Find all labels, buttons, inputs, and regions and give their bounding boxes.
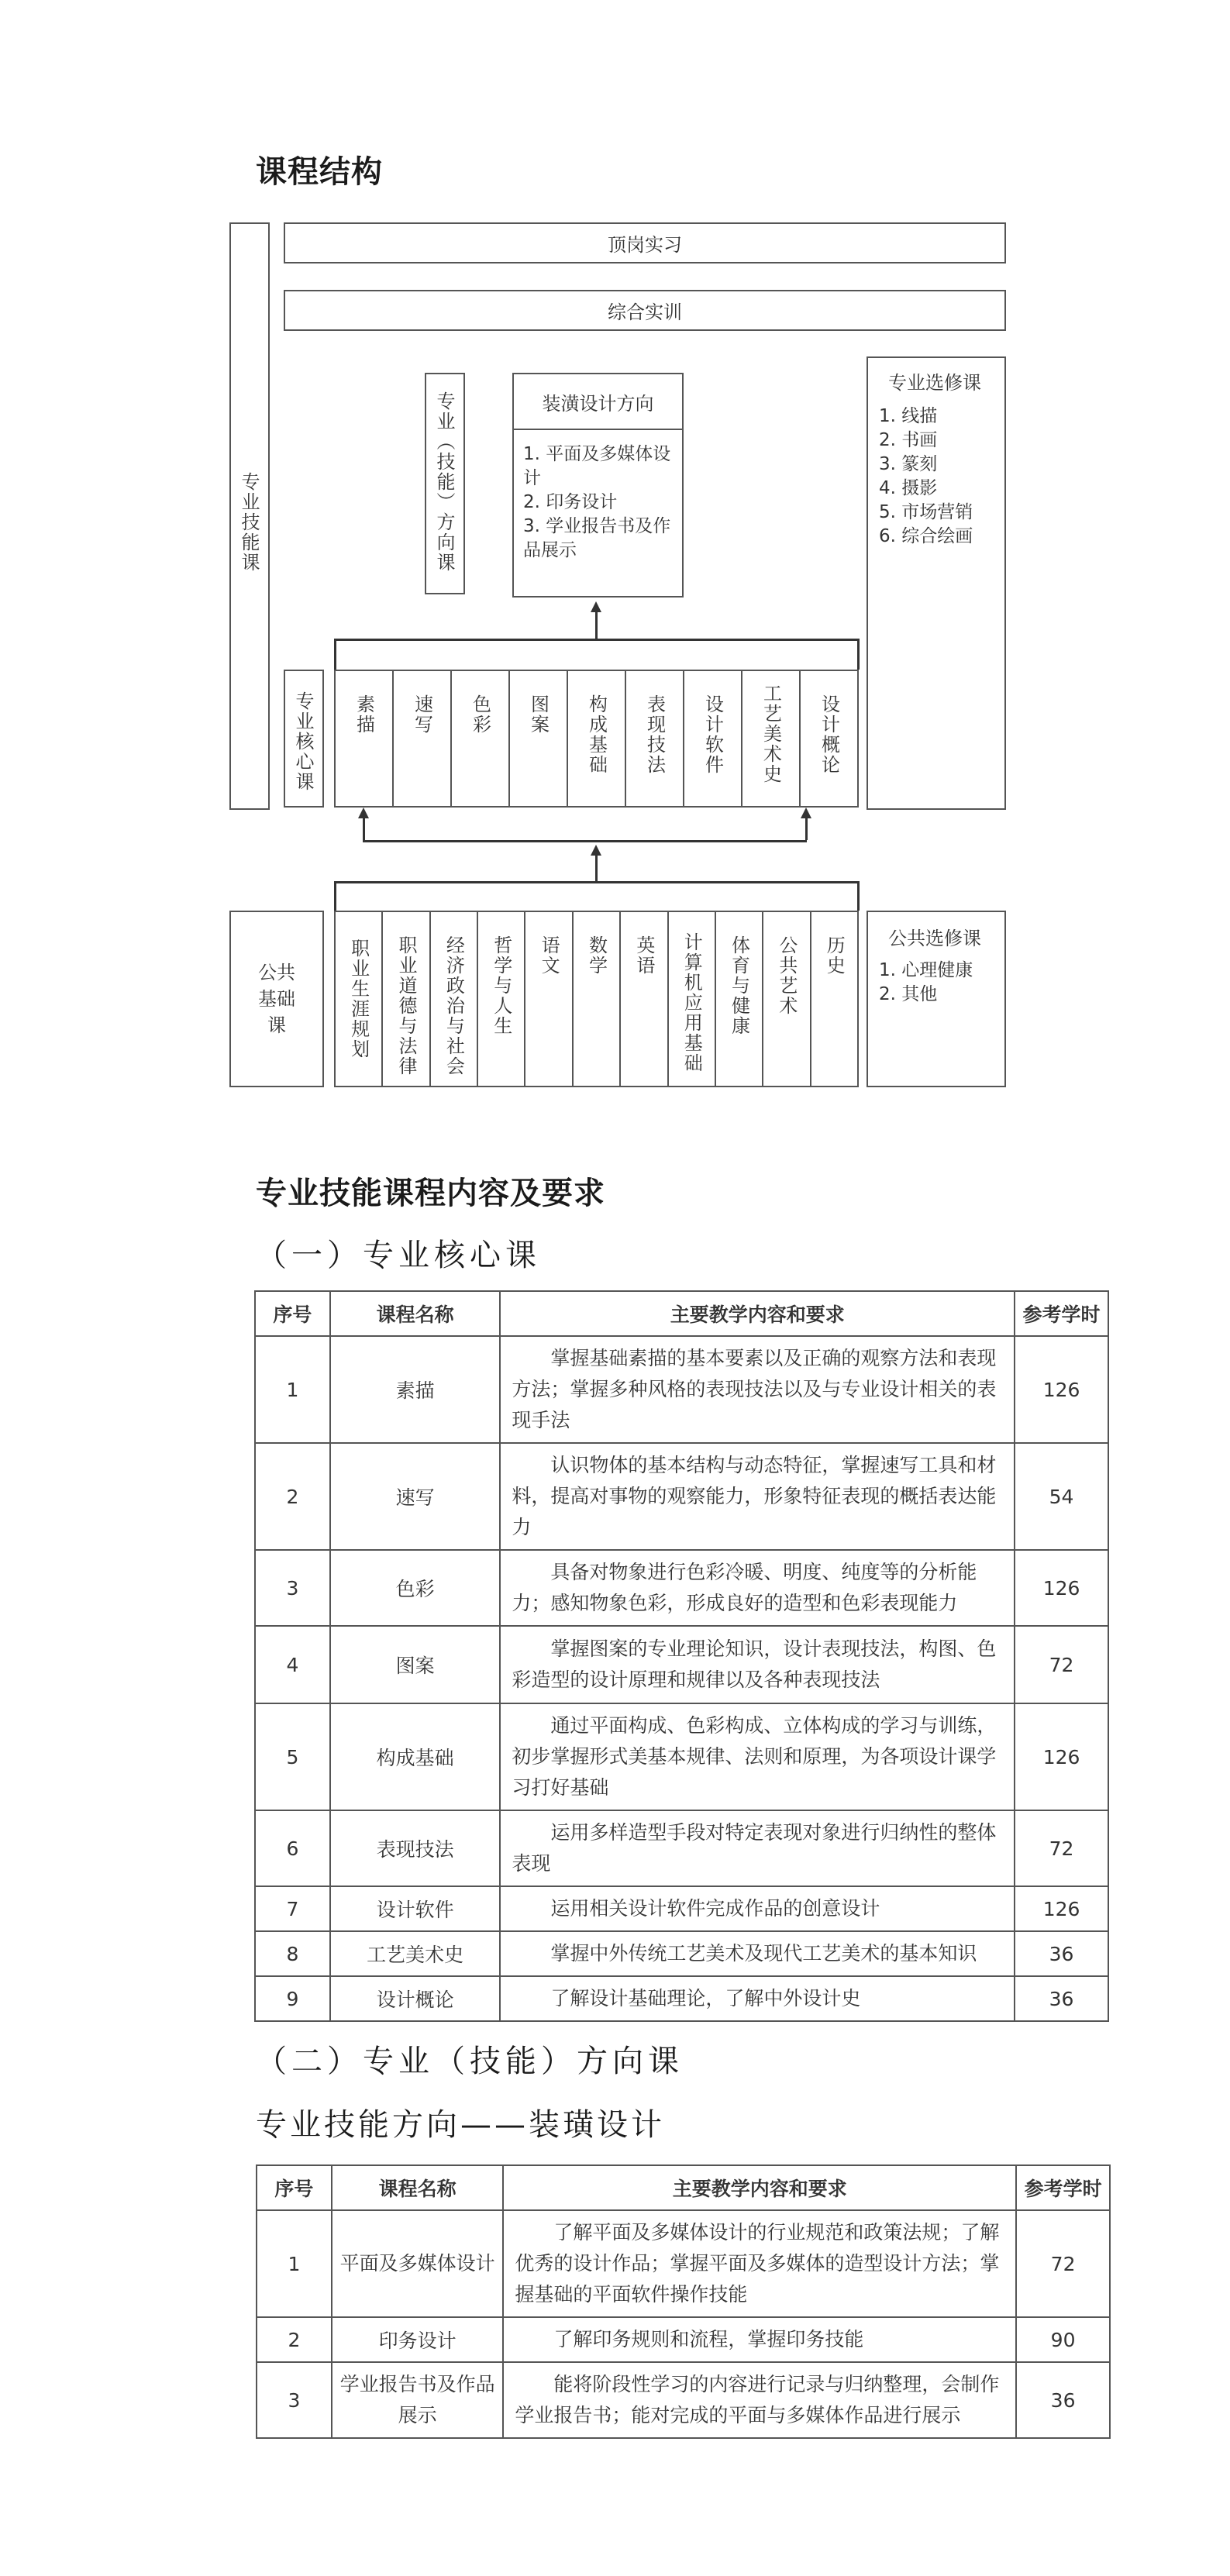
cell-name: 色彩 (330, 1550, 501, 1626)
course-structure-title: 课程结构 (256, 154, 383, 190)
elective-items (879, 405, 973, 549)
direction-label: 专业（技能）方向课 (433, 391, 455, 573)
core-course-table (254, 1290, 1109, 2022)
cell-hours: 72 (1015, 1810, 1108, 1886)
table-row (255, 1443, 1108, 1550)
desc-text: 能将阶段性学习的内容进行记录与归纳整理，会制作学业报告书；能对完成的平面与多媒体作品进行展示 (515, 2373, 1000, 2426)
core-course-cell (568, 671, 626, 806)
direction-items (523, 443, 678, 563)
desc-text: 掌握图案的专业理论知识，设计表现技法，构图、色彩造型的设计原理和规律以及各种表现技法 (512, 1638, 997, 1691)
core-courses-heading: （一）专业核心课 (256, 1238, 541, 1273)
public-course-label: 语文 (538, 935, 560, 976)
public-label-box (229, 911, 324, 1087)
public-course-label: 职业道德与法律 (395, 935, 418, 1076)
public-elective-items (879, 959, 973, 1007)
public-course-cell (811, 912, 857, 1086)
cell-no: 6 (255, 1810, 330, 1886)
table-row (255, 1550, 1108, 1626)
cell-hours: 126 (1015, 1550, 1108, 1626)
cell-name: 工艺美术史 (330, 1931, 501, 1976)
cell-name: 图案 (330, 1626, 501, 1703)
table-row (255, 1336, 1108, 1443)
cell-desc (500, 1443, 1015, 1550)
cell-name: 设计软件 (330, 1886, 501, 1931)
direction-name-heading: 专业技能方向——装璜设计 (256, 2107, 665, 2143)
cell-name: 学业报告书及作品展示 (332, 2362, 504, 2438)
elective-item: 3. 篆刻 (879, 454, 938, 474)
direction-course-table (256, 2164, 1111, 2439)
public-course-label: 历史 (823, 935, 846, 976)
desc-text: 了解印务规则和流程，掌握印务技能 (553, 2328, 864, 2350)
connector-line (595, 856, 598, 882)
cell-name: 表现技法 (330, 1810, 501, 1886)
cell-no: 9 (255, 1976, 330, 2021)
table-row (257, 2317, 1110, 2362)
core-course-cell (626, 671, 684, 806)
desc-text: 掌握中外传统工艺美术及现代工艺美术的基本知识 (550, 1942, 977, 1965)
cell-desc (500, 1810, 1015, 1886)
cell-desc (500, 1976, 1015, 2021)
elective-title: 专业选修课 (888, 372, 981, 394)
cell-no: 2 (255, 1443, 330, 1550)
core-course-cell (684, 671, 742, 806)
core-course-cell (510, 671, 568, 806)
public-course-cell (621, 912, 668, 1086)
elective-item: 4. 摄影 (879, 478, 938, 498)
table-row (257, 2362, 1110, 2438)
core-label-box (284, 670, 324, 808)
direction-item: 1. 平面及多媒体设计 (523, 444, 671, 488)
desc-text: 运用多样造型手段对特定表现对象进行归纳性的整体表现 (512, 1821, 997, 1875)
core-course-label: 速写 (411, 694, 433, 735)
desc-text: 掌握基础素描的基本要素以及正确的观察方法和表现方法；掌握多种风格的表现技法以及与专业设计相关的表现手法 (512, 1347, 997, 1431)
public-elective-item: 1. 心理健康 (879, 960, 973, 980)
cell-hours: 36 (1015, 1976, 1108, 2021)
elective-item: 6. 综合绘画 (879, 526, 973, 546)
table-header-row (257, 2165, 1110, 2210)
cell-no: 7 (255, 1886, 330, 1931)
skills-content-title: 专业技能课程内容及要求 (256, 1176, 605, 1211)
cell-name: 平面及多媒体设计 (332, 2210, 504, 2317)
connector-line (334, 639, 336, 670)
cell-desc (500, 1336, 1015, 1443)
internship-box: 顶岗实习 (284, 222, 1006, 263)
skills-course-label: 专业技能课 (238, 472, 260, 573)
cell-desc (500, 1703, 1015, 1810)
arrow-up-icon (591, 845, 601, 856)
public-course-label: 体育与健康 (728, 935, 750, 1036)
cell-no: 1 (255, 1336, 330, 1443)
cell-no: 8 (255, 1931, 330, 1976)
table-header-row (255, 1291, 1108, 1336)
core-course-label: 设计概论 (818, 694, 840, 775)
cell-desc (503, 2362, 1016, 2438)
public-elective-box (867, 911, 1006, 1087)
connector-line (334, 881, 859, 883)
col-header-hours: 参考学时 (1016, 2165, 1110, 2210)
cell-desc (503, 2317, 1016, 2362)
public-course-cell (669, 912, 716, 1086)
core-course-cell (801, 671, 857, 806)
cell-hours: 36 (1016, 2362, 1110, 2438)
core-course-cell (336, 671, 394, 806)
connector-line (334, 881, 336, 911)
core-course-label: 构成基础 (585, 694, 608, 775)
table-row (255, 1810, 1108, 1886)
core-label: 专业核心课 (292, 691, 314, 792)
table-row (255, 1976, 1108, 2021)
cell-name: 构成基础 (330, 1703, 501, 1810)
cell-hours: 54 (1015, 1443, 1108, 1550)
desc-text: 具备对物象进行色彩冷暖、明度、纯度等的分析能力；感知物象色彩，形成良好的造型和色彩表现能力 (512, 1561, 977, 1614)
public-course-cell (431, 912, 478, 1086)
connector-line (857, 881, 860, 911)
cell-desc (500, 1931, 1015, 1976)
connector-line (595, 609, 598, 639)
direction-label-box (425, 373, 465, 594)
cell-hours: 126 (1015, 1703, 1108, 1810)
cell-no: 3 (257, 2362, 332, 2438)
cell-no: 5 (255, 1703, 330, 1810)
cell-desc (503, 2210, 1016, 2317)
public-course-label: 计算机应用基础 (680, 932, 703, 1073)
col-header-no: 序号 (257, 2165, 332, 2210)
public-course-label: 数学 (585, 935, 608, 976)
public-course-label: 职业生涯规划 (347, 938, 370, 1059)
public-course-label: 公共艺术 (775, 935, 798, 1016)
public-elective-item: 2. 其他 (879, 984, 938, 1004)
skills-course-box (229, 222, 270, 810)
public-course-label: 英语 (632, 935, 655, 976)
elective-box (867, 356, 1006, 810)
connector-line (334, 639, 859, 641)
connector-line (363, 818, 365, 840)
col-header-hours: 参考学时 (1015, 1291, 1108, 1336)
public-elective-title: 公共选修课 (888, 928, 981, 949)
col-header-name: 课程名称 (330, 1291, 501, 1336)
elective-item: 2. 书画 (879, 430, 938, 450)
cell-name: 印务设计 (332, 2317, 504, 2362)
public-course-cell (716, 912, 763, 1086)
elective-item: 1. 线描 (879, 406, 938, 426)
cell-no: 4 (255, 1626, 330, 1703)
core-course-label: 表现技法 (643, 694, 666, 775)
desc-text: 了解平面及多媒体设计的行业规范和政策法规；了解优秀的设计作品；掌握平面及多媒体的造型设计方法；掌握基础的平面软件操作技能 (515, 2221, 1000, 2306)
public-course-cell (336, 912, 383, 1086)
public-course-cell (574, 912, 621, 1086)
elective-item: 5. 市场营销 (879, 502, 973, 522)
col-header-name: 课程名称 (332, 2165, 504, 2210)
core-course-cell (452, 671, 510, 806)
direction-courses-heading: （二）专业（技能）方向课 (256, 2044, 684, 2079)
cell-hours: 72 (1016, 2210, 1110, 2317)
col-header-content: 主要教学内容和要求 (500, 1291, 1015, 1336)
core-course-label: 素描 (353, 694, 375, 735)
desc-text: 通过平面构成、色彩构成、立体构成的学习与训练，初步掌握形式美基本规律、法则和原理，为各项设计课学习打好基础 (512, 1714, 997, 1799)
core-course-label: 工艺美术史 (760, 684, 782, 784)
cell-no: 1 (257, 2210, 332, 2317)
core-course-label: 色彩 (469, 694, 491, 735)
connector-line (363, 840, 807, 842)
table-row (255, 1931, 1108, 1976)
cell-hours: 126 (1015, 1336, 1108, 1443)
cell-name: 速写 (330, 1443, 501, 1550)
cell-name: 素描 (330, 1336, 501, 1443)
cell-desc (500, 1886, 1015, 1931)
public-course-cell (525, 912, 573, 1086)
cell-name: 设计概论 (330, 1976, 501, 2021)
public-course-row (334, 911, 859, 1087)
col-header-content: 主要教学内容和要求 (503, 2165, 1016, 2210)
desc-text: 认识物体的基本结构与动态特征，掌握速写工具和材料，提高对事物的观察能力，形象特征表现的概括表达能力 (512, 1454, 997, 1538)
cell-no: 2 (257, 2317, 332, 2362)
cell-hours: 36 (1015, 1931, 1108, 1976)
table-row (257, 2210, 1110, 2317)
connector-line (805, 818, 808, 840)
connector-line (857, 639, 860, 670)
table-row (255, 1703, 1108, 1810)
public-label: 公共基础课 (258, 962, 295, 1036)
cell-desc (500, 1626, 1015, 1703)
cell-hours: 126 (1015, 1886, 1108, 1931)
core-course-label: 图案 (527, 694, 550, 735)
direction-item: 3. 学业报告书及作品展示 (523, 516, 671, 560)
desc-text: 了解设计基础理论，了解中外设计史 (550, 1987, 861, 2009)
core-course-cell (394, 671, 452, 806)
core-course-cell (742, 671, 801, 806)
cell-desc (500, 1550, 1015, 1626)
cell-no: 3 (255, 1550, 330, 1626)
table-row (255, 1626, 1108, 1703)
arrow-up-icon (591, 601, 601, 612)
arrow-up-icon (358, 808, 369, 818)
direction-box (512, 373, 684, 598)
training-box: 综合实训 (284, 290, 1006, 331)
desc-text: 运用相关设计软件完成作品的创意设计 (550, 1897, 880, 1920)
table-row (255, 1886, 1108, 1931)
core-course-label: 设计软件 (701, 694, 724, 775)
cell-hours: 90 (1016, 2317, 1110, 2362)
core-course-row (334, 670, 859, 808)
public-course-label: 经济政治与社会 (443, 935, 465, 1076)
direction-box-title: 装潢设计方向 (514, 374, 682, 430)
cell-hours: 72 (1015, 1626, 1108, 1703)
public-course-cell (383, 912, 430, 1086)
direction-item: 2. 印务设计 (523, 492, 618, 512)
col-header-no: 序号 (255, 1291, 330, 1336)
public-course-cell (478, 912, 525, 1086)
arrow-up-icon (801, 808, 811, 818)
public-course-cell (763, 912, 811, 1086)
public-course-label: 哲学与人生 (490, 935, 512, 1036)
